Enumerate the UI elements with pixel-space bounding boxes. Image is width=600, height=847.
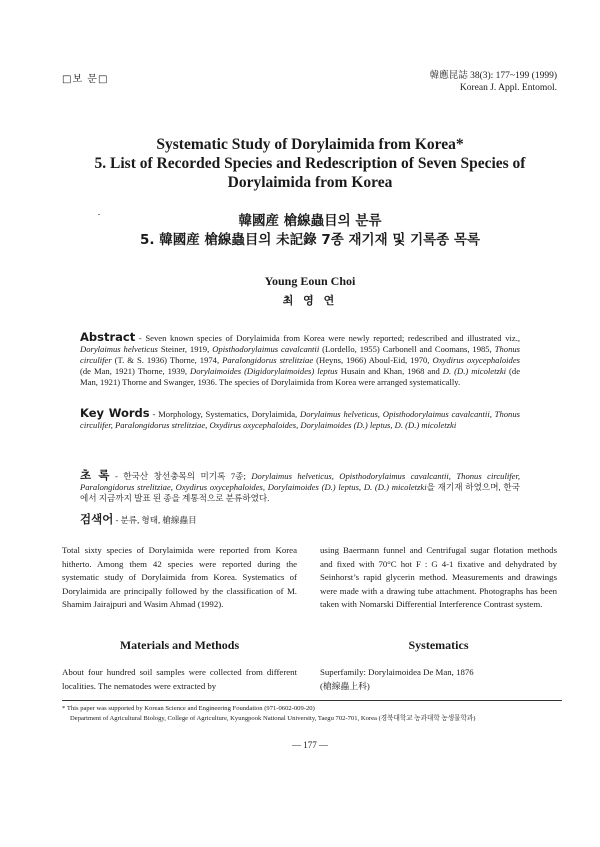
abstract-text: (de Man, 1921) Thorne, 1939, xyxy=(80,365,190,376)
superfamily-korean: (槍線蟲上科) xyxy=(320,681,370,691)
section-tag: □보 문□ xyxy=(62,74,109,85)
section-heading-materials: Materials and Methods xyxy=(119,638,240,652)
page-number: — 177 — xyxy=(292,740,328,750)
abstract-text: (T. & S. 1936) Thorne, 1974, xyxy=(111,354,223,365)
keywords-text: - Morphology, Systematics, Dorylaimida, xyxy=(149,409,301,419)
abstract-text: - Seven known species of Dorylaimida from Korea were newly reported; redescribed and illustrated viz., xyxy=(135,333,520,343)
korean-keywords-label: 검색어 xyxy=(80,512,114,526)
methods-paragraph-continued: using Baermann funnel and Centrifugal sugar flotation methods and fixed with 70°C hot F : G 4-1 fixative and dehydrated by Seinhorst’s rapid glycerin method. Measurements and drawings were made with a drawing tube attachment. Photographs has been taken with Nomarski Differential Interference Contrast system. xyxy=(320,545,557,610)
journal-name: Korean J. Appl. Entomol. xyxy=(459,83,557,93)
korean-abstract-label: 초 록 xyxy=(80,468,110,482)
methods-paragraph: About four hundred soil samples were collected from different localities. The nematodes were extracted by xyxy=(62,667,297,691)
korean-keywords-text: - 분류, 형태, 槍線蟲目 xyxy=(113,515,197,525)
journal-volume: 韓應昆誌 38(3): 177~199 (1999) xyxy=(429,71,557,81)
footnote-funding: * This paper was supported by Korean Science and Engineering Foundation (971-0602-009-20) xyxy=(62,705,315,712)
korean-abstract-text: 을 재기재 하였으며, 한국에서 지금까지 발표 된 종을 계통적으로 분류하였다. xyxy=(80,481,520,503)
species-name: Paralongidorus strelitziae xyxy=(222,354,314,365)
superfamily-line: Superfamily: Dorylaimoidea De Man, 1876 xyxy=(320,667,474,677)
paper-title xyxy=(40,135,580,192)
abstract-text: Steiner, 1919, xyxy=(157,343,213,354)
species-name: Dorylaimoides (Digidorylaimoides) leptus xyxy=(190,365,338,376)
title-line-1: Systematic Study of Dorylaimida from Korea* xyxy=(156,136,464,153)
korean-abstract-species: Dorylaimus helveticus, Opisthodorylaimus cavalcantii, Thonus circulifer, Paralongidorus strelitziae, Oxydirus oxycephaloides, Dorylaimoides (D.) leptus, D. (D.) micoletzki xyxy=(80,471,520,492)
author-korean-name: 최 영 연 xyxy=(282,294,338,307)
korean-abstract xyxy=(80,470,520,504)
footnote xyxy=(62,704,562,724)
journal-citation xyxy=(430,70,557,94)
abstract-text: (de Man, 1921) Thorne and Swanger, 1936. The species of Dorylaimida from Korea were arranged systematically. xyxy=(80,365,521,387)
korean-abstract-text: - 한국산 창선충목의 미기록 7종; xyxy=(109,471,252,481)
abstract-text: Husain and Khan, 1968 and xyxy=(337,365,443,376)
intro-paragraph: Total sixty species of Dorylaimida were reported from Korea hitherto. Among them 42 species were reported during the systematic study of Dorylaimida from Korea. Systematics of Dorylaimida are principally followed by the classification of M. Shamim Jairajpuri and Wasim Ahmad (1992). xyxy=(62,545,297,610)
title-line-3: Dorylaimida from Korea xyxy=(227,174,393,191)
title-line-2: 5. List of Recorded Species and Redescription of Seven Species of xyxy=(94,155,526,172)
keywords xyxy=(80,408,520,431)
author-name: Young Eoun Choi xyxy=(264,274,356,288)
abstract-text: (Lordello, 1955) Carbonell and Coomans, 1985, xyxy=(319,343,495,354)
footnote-rule xyxy=(62,700,562,701)
species-name: Thonus circulifer xyxy=(80,343,521,365)
species-name: Oxydirus oxycephaloides xyxy=(432,354,520,365)
species-name: Opisthodorylaimus cavalcantii xyxy=(212,343,320,354)
section-heading-systematics: Systematics xyxy=(408,638,469,652)
korean-title xyxy=(40,212,580,250)
species-name: D. (D.) micoletzki xyxy=(442,365,507,376)
keywords-label: Key Words xyxy=(80,406,150,420)
abstract xyxy=(80,332,520,388)
keywords-species: Dorylaimus helveticus, Opisthodorylaimus cavalcantii, Thonus circulifer, Paralongidorus strelitziae, Oxydirus oxycephaloides, Dorylaimoides (D.) leptus, D. (D.) micoletzki xyxy=(80,409,520,430)
abstract-label: Abstract xyxy=(80,330,136,344)
footnote-affiliation: Department of Agricultural Biology, College of Agriculture, Kyungpook National University, Taegu 702-701, Korea (경북대학교 농과대학 농생물학과) xyxy=(70,715,476,722)
abstract-text: (Heyns, 1966) Aboul-Eid, 1970, xyxy=(313,354,433,365)
korean-keywords xyxy=(80,514,520,526)
species-name: Dorylaimus helveticus xyxy=(80,343,158,354)
korean-title-line-2: 5. 韓國産 槍線蟲目의 未記錄 7종 재기재 및 기록종 목록 xyxy=(140,232,480,248)
korean-title-line-1: 韓國産 槍線蟲目의 분류 xyxy=(238,213,382,229)
